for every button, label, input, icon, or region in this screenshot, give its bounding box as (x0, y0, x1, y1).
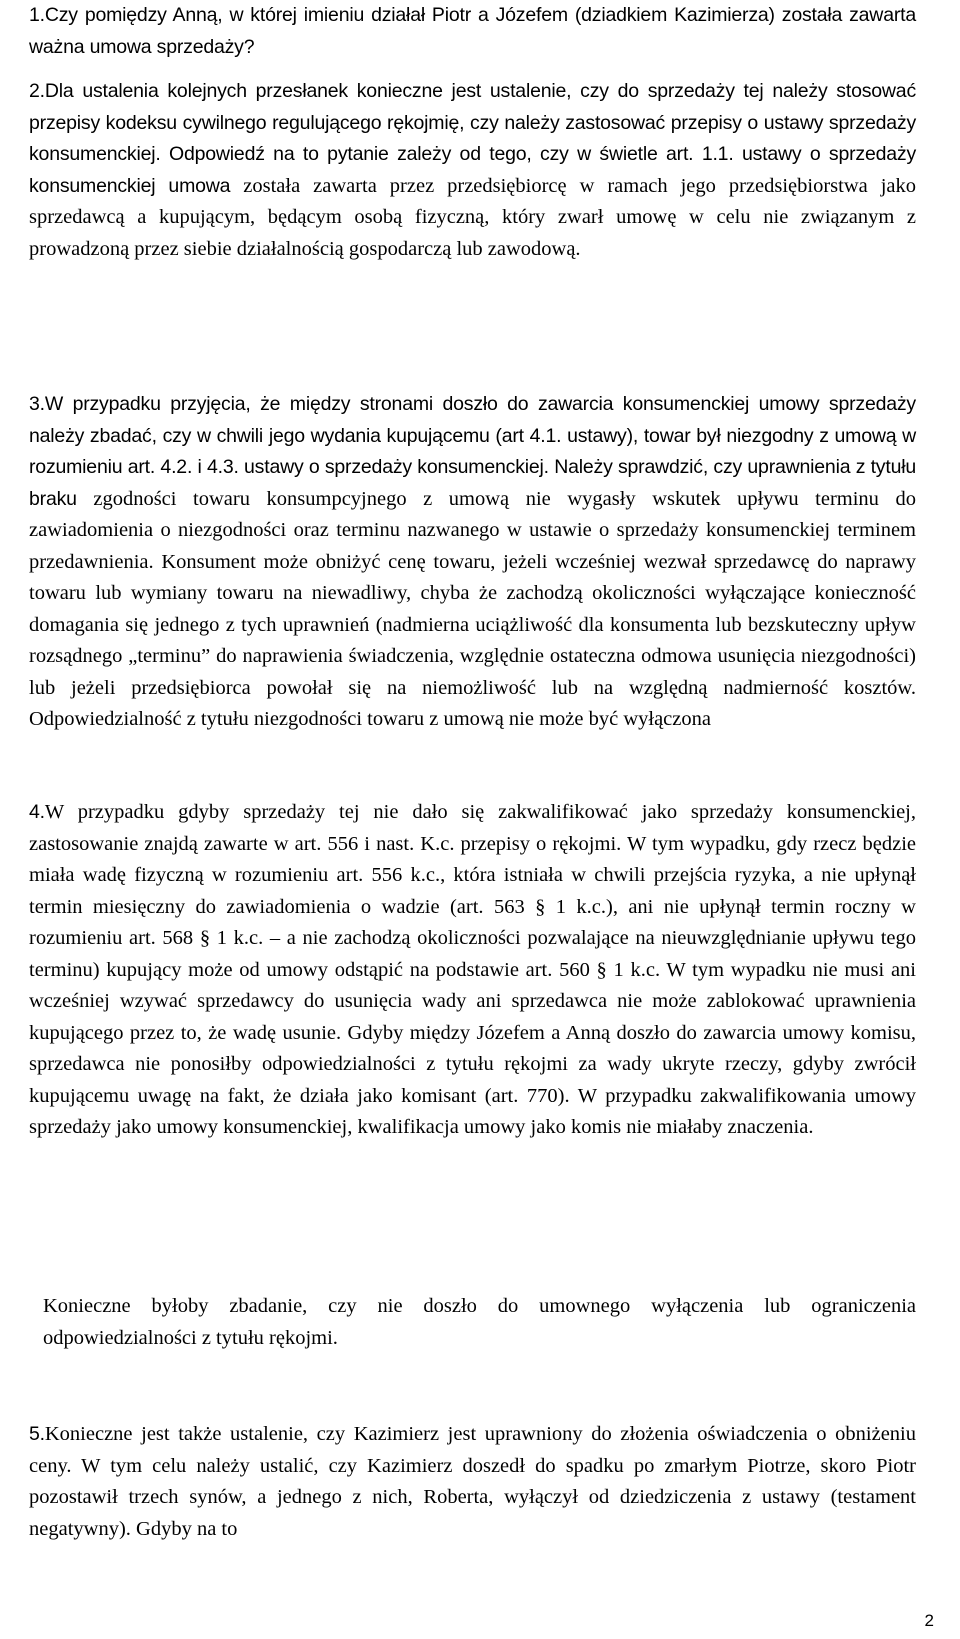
paragraph-text: Czy pomiędzy Anną, w której imieniu działał Piotr a Józefem (dziadkiem Kazimierza) została zawarta ważna umowa sprzedaży? (29, 4, 916, 58)
paragraph-1 (29, 0, 916, 63)
paragraph-5 (29, 1419, 916, 1545)
paragraph-number: 1. (29, 4, 45, 26)
paragraph-2 (29, 76, 916, 265)
paragraph-4-continuation (43, 1291, 916, 1354)
paragraph-text: Konieczne byłoby zbadanie, czy nie doszło do umownego wyłączenia lub ograniczenia odpowiedzialności z tytułu rękojmi. (43, 1295, 916, 1349)
paragraph-number: 3. (29, 393, 45, 415)
paragraph-text: Konieczne jest także ustalenie, czy Kazimierz jest uprawniony do złożenia oświadczenia o obniżeniu ceny. W tym celu należy ustalić, czy Kazimierz doszedł do spadku po zmarłym Piotrze, skoro Piotr pozostawił trzech synów, a jednego z nich, Roberta, wyłączył od dziedziczenia z ustawy (testament negatywny). Gdyby na to (29, 1423, 916, 1540)
paragraph-text: zgodności towaru konsumpcyjnego z umową nie wygasły wskutek upływu terminu do zawiadomienia o niezgodności oraz terminu nazwanego w ustawie o sprzedaży konsumenckiej terminem przedawnienia. Konsument może obniżyć cenę towaru, jeżeli wcześniej wezwał sprzedawcę do naprawy towaru lub wymiany towaru na niewadliwy, chyba że zachodzą okoliczności wyłączające konieczność domagania się jednego z tych uprawnień (nadmierna uciążliwość dla konsumenta lub bezskuteczny upływ rozsądnego „terminu” do naprawienia świadczenia, względnie ostateczna odmowa usunięcia niezgodności) lub jeżeli przedsiębiorca powołał się na niemożliwość lub na względną nadmierność kosztów. Odpowiedzialność z tytułu niezgodności towaru z umową nie może być wyłączona (29, 487, 916, 730)
paragraph-number: 5. (29, 1423, 45, 1445)
paragraph-text: została zawarta przez przedsiębiorcę w ramach jego przedsiębiorstwa jako sprzedawcą a kupującym, będącym osobą fizyczną, który zwarł umowę w celu nie związanym z prowadzoną przez siebie działalnością gospodarczą lub zawodową. (29, 174, 916, 260)
paragraph-4 (29, 797, 916, 1144)
paragraph-number: 2. (29, 80, 45, 102)
paragraph-text: W przypadku przyjęcia, że między stronami doszło do zawarcia konsumenckiej umowy sprzedaży należy zbadać, czy w chwili jego wydania kupującemu (art 4.1. ustawy), towar był niezgodny z umową w rozumieniu art. 4.2. i 4.3. ustawy o sprzedaży konsumenckiej. Należy sprawdzić, czy uprawnienia z tytułu braku (29, 393, 916, 510)
paragraph-number: 4. (29, 801, 45, 823)
paragraph-text: Dla ustalenia kolejnych przesłanek konieczne jest ustalenie, czy do sprzedaży tej należy stosować przepisy kodeksu cywilnego regulującego rękojmię, czy należy zastosować przepisy o ustawy sprzedaży konsumenckiej. Odpowiedź na to pytanie zależy od tego, czy w świetle art. 1.1. ustawy o sprzedaży konsumenckiej umowa (29, 80, 916, 197)
paragraph-text: W przypadku gdyby sprzedaży tej nie dało się zakwalifikować jako sprzedaży konsumenckiej, zastosowanie znajdą zawarte w art. 556 i nast. K.c. przepisy o rękojmi. W tym wypadku, gdy rzecz będzie miała wadę fizyczną w rozumieniu art. 556 k.c., która istniała w chwili przejścia ryzyka, a nie upłynął termin miesięczny do zawiadomienia o wadzie (art. 563 § 1 k.c.), ani nie upłynął termin roczny w rozumieniu art. 568 § 1 k.c. – a nie zachodzą okoliczności pozwalające na nieuwzględnianie upływu tego terminu) kupujący może od umowy odstąpić na podstawie art. 560 § 1 k.c. W tym wypadku nie musi ani wcześniej wzywać sprzedawcy do usunięcia wady ani sprzedawca nie może zablokować uprawnienia kupującego przez to, że wadę usunie. Gdyby między Józefem a Anną doszło do zawarcia umowy komisu, sprzedawca nie ponosiłby odpowiedzialności z tytułu rękojmi za wady ukryte rzeczy, gdyby zwrócił kupującemu uwagę na fakt, że działa jako komisant (art. 770). W przypadku zakwalifikowania umowy sprzedaży jako umowy konsumenckiej, kwalifikacja umowy jako komis nie miałaby znaczenia. (29, 801, 916, 1138)
paragraph-3 (29, 389, 916, 736)
page-number: 2 (924, 1611, 934, 1630)
